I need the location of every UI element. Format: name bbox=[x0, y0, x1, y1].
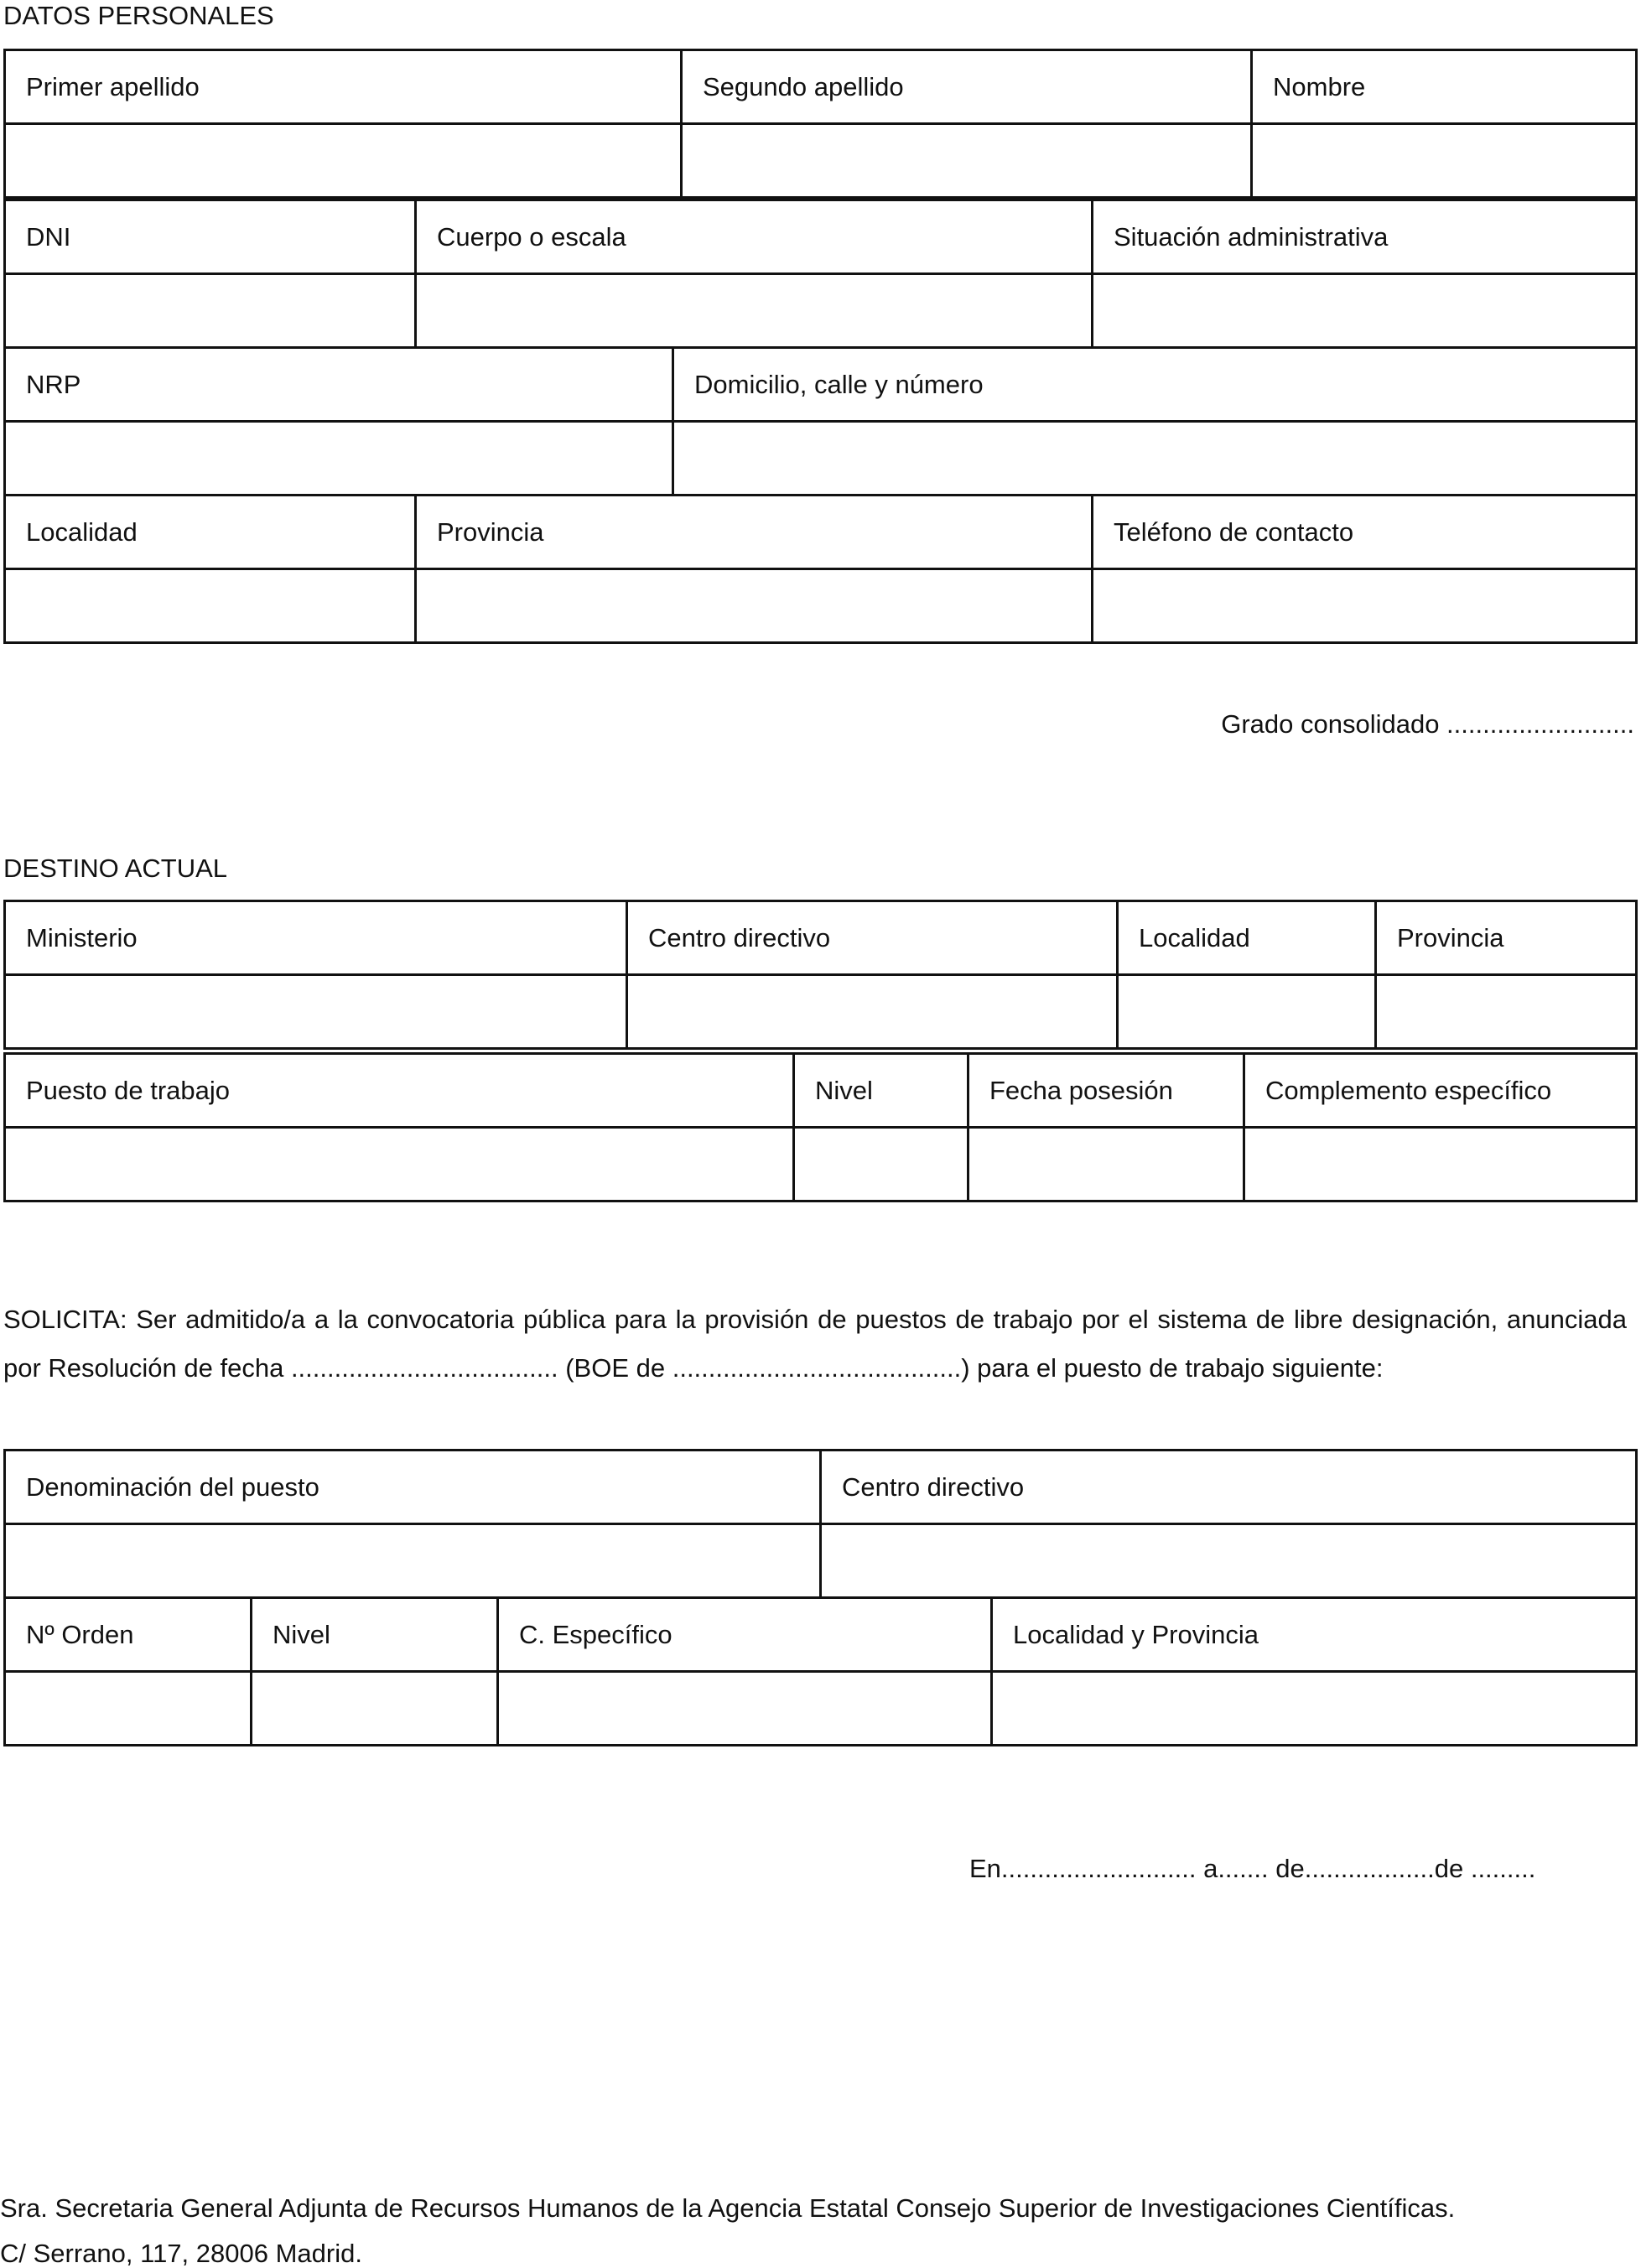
cuerpo-field[interactable] bbox=[416, 274, 1093, 348]
destino-provincia-field[interactable] bbox=[1376, 975, 1637, 1049]
segundo-apellido-field[interactable] bbox=[682, 124, 1252, 198]
solicita-paragraph: SOLICITA: Ser admitido/a a la convocatoria pública para la provisión de puestos de trabajo por el sistema de libre designación, anunciada por Resolución de fecha ..................................... (BOE de ........................................) para el puesto de trabajo siguiente: bbox=[3, 1305, 1627, 1383]
puesto-solicitado-table bbox=[3, 1449, 1638, 1746]
destino-provincia-label: Provincia bbox=[1376, 901, 1637, 975]
destino-table-2 bbox=[3, 1052, 1638, 1202]
destino-nivel-field[interactable] bbox=[794, 1128, 969, 1201]
dni-field[interactable] bbox=[5, 274, 416, 348]
puesto-nivel-field[interactable] bbox=[252, 1672, 498, 1746]
personal-data-table bbox=[3, 49, 1638, 199]
localidad-label: Localidad bbox=[5, 496, 416, 569]
fecha-posesion-field[interactable] bbox=[969, 1128, 1244, 1201]
complemento-especifico-label: Complemento específico bbox=[1244, 1054, 1637, 1128]
situacion-label: Situación administrativa bbox=[1093, 200, 1637, 274]
situacion-field[interactable] bbox=[1093, 274, 1637, 348]
dni-label: DNI bbox=[5, 200, 416, 274]
puesto-centro-directivo-label: Centro directivo bbox=[821, 1451, 1637, 1524]
localidad-provincia-label: Localidad y Provincia bbox=[992, 1598, 1637, 1672]
destino-nivel-label: Nivel bbox=[794, 1054, 969, 1128]
provincia-label: Provincia bbox=[416, 496, 1093, 569]
puesto-trabajo-label: Puesto de trabajo bbox=[5, 1054, 794, 1128]
ministerio-label: Ministerio bbox=[5, 901, 627, 975]
denominacion-puesto-field[interactable] bbox=[5, 1524, 821, 1598]
localidad-field[interactable] bbox=[5, 569, 416, 643]
c-especifico-label: C. Específico bbox=[498, 1598, 992, 1672]
nrp-label: NRP bbox=[5, 348, 673, 422]
segundo-apellido-label: Segundo apellido bbox=[682, 50, 1252, 124]
telefono-field[interactable] bbox=[1093, 569, 1637, 643]
telefono-label: Teléfono de contacto bbox=[1093, 496, 1637, 569]
localidad-provincia-field[interactable] bbox=[992, 1672, 1637, 1746]
domicilio-field[interactable] bbox=[673, 422, 1637, 496]
destinatario-line: Sra. Secretaria General Adjunta de Recursos Humanos de la Agencia Estatal Consejo Superior de Investigaciones Científicas. bbox=[0, 2193, 1456, 2223]
grado-consolidado: Grado consolidado .......................... bbox=[1221, 709, 1634, 739]
centro-directivo-label: Centro directivo bbox=[627, 901, 1118, 975]
numero-orden-field[interactable] bbox=[5, 1672, 252, 1746]
nrp-field[interactable] bbox=[5, 422, 673, 496]
provincia-field[interactable] bbox=[416, 569, 1093, 643]
nombre-field[interactable] bbox=[1252, 124, 1637, 198]
fecha-firma-line: En........................... a....... de..................de ......... bbox=[969, 1854, 1536, 1883]
primer-apellido-label: Primer apellido bbox=[5, 50, 682, 124]
puesto-trabajo-field[interactable] bbox=[5, 1128, 794, 1201]
fecha-posesion-label: Fecha posesión bbox=[969, 1054, 1244, 1128]
ministerio-field[interactable] bbox=[5, 975, 627, 1049]
domicilio-label: Domicilio, calle y número bbox=[673, 348, 1637, 422]
destino-localidad-label: Localidad bbox=[1118, 901, 1376, 975]
primer-apellido-field[interactable] bbox=[5, 124, 682, 198]
complemento-especifico-field[interactable] bbox=[1244, 1128, 1637, 1201]
denominacion-puesto-label: Denominación del puesto bbox=[5, 1451, 821, 1524]
c-especifico-field[interactable] bbox=[498, 1672, 992, 1746]
section-heading-datos-personales: DATOS PERSONALES bbox=[3, 1, 274, 30]
section-heading-destino-actual: DESTINO ACTUAL bbox=[3, 854, 227, 883]
destino-table bbox=[3, 900, 1638, 1050]
direccion-line: C/ Serrano, 117, 28006 Madrid. bbox=[0, 2239, 362, 2268]
nombre-label: Nombre bbox=[1252, 50, 1637, 124]
destino-localidad-field[interactable] bbox=[1118, 975, 1376, 1049]
cuerpo-label: Cuerpo o escala bbox=[416, 200, 1093, 274]
personal-data-table-2 bbox=[3, 199, 1638, 644]
numero-orden-label: Nº Orden bbox=[5, 1598, 252, 1672]
puesto-centro-directivo-field[interactable] bbox=[821, 1524, 1637, 1598]
centro-directivo-field[interactable] bbox=[627, 975, 1118, 1049]
puesto-nivel-label: Nivel bbox=[252, 1598, 498, 1672]
